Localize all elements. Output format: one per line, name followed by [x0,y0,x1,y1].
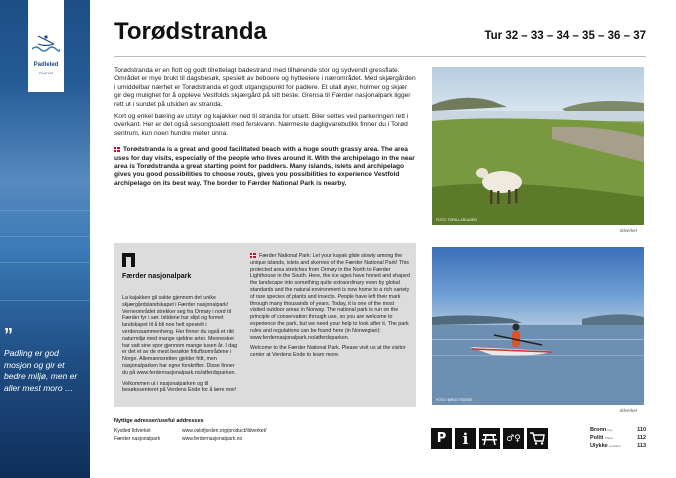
national-park-box [114,243,416,407]
ref-row [590,435,646,443]
beach-sheep-photo [432,67,644,225]
kayaker-photo [432,247,644,405]
ref-label: Ulykke [590,442,608,449]
ref-page: 113 [637,442,646,449]
norwegian-paragraph-1: La kajakken gli sakte gjennom det unike skjærgårdslandskapet i Færder nasjonalpark! Verneområdet strekker seg fra Ormøy i nord til Færder fyr i sør. Istidene har slipt og formet landskapet til å bli noe helt spesielt i verdenssammenheng. Her finner du også et rikt naturmiljø med mange sjeldne arter. Mennesker har satt sine spor gjennom mange tusen år. I dag er det et av de mest besøkte friluftsområdene i Norge. Allemannsretten gjelder fritt, men nasjonalparken har egne forskrifter. Disse finner du på www.ferdernasjonalpark.no/atferdsparken. [122,295,238,376]
address-name: Kystled Ildverket [114,428,151,434]
ref-note: Police [604,435,613,440]
sea-streak [0,300,90,301]
beach-scene-illustration [432,67,644,225]
norwegian-paragraph-2: Velkommen ut i nasjonalparken og til besøkssenteret på Verdens Ende for å lære mer! [122,380,237,394]
facility-icons [431,428,548,449]
address-url[interactable]: www.oslofjorden.org/product/ildverket/ [182,428,267,434]
sea-streak [0,210,90,211]
sidebar-quote: Padling er god mosjon og gir et bedre miljø, men er aller mest moro … [4,348,78,393]
ref-row [590,443,646,451]
emergency-refs [590,427,646,450]
logo-name: Padleled [33,62,59,68]
tour-numbers: Tur 32 – 33 – 34 – 35 – 36 – 37 [484,30,646,42]
ref-label: Politi [590,434,604,441]
picnic-table-glyph [482,432,497,445]
logo-sub: Vestfold [38,71,54,75]
picnic-table-icon [479,428,500,449]
ref-page: 110 [637,427,646,433]
shop-icon [527,428,548,449]
uk-flag-icon [250,253,256,258]
sea-streak [0,262,90,263]
photo-caption: Ildverket [620,408,638,413]
parking-icon: P [431,428,452,449]
english-paragraph-1 [250,253,410,341]
sea-haze [0,80,90,250]
quote-mark: ” [4,325,13,345]
address-name: Færder nasjonalpark [114,436,161,442]
national-park-title: Færder nasjonalpark [122,273,192,280]
national-park-english [250,253,410,363]
photo-credit: FOTO: BIRGIT ROSSE [436,398,473,402]
header-rule [114,56,646,57]
address-url[interactable]: www.ferdernasjonalpark.no [182,436,243,442]
english-description [114,146,416,188]
ref-label: Bronn [590,427,607,433]
ref-note: Fey [607,428,613,432]
national-park-logo-icon [122,253,135,267]
national-park-norwegian [122,295,240,398]
shopping-cart-glyph [530,432,545,445]
wave-icon [32,44,60,54]
ref-note: Accident [609,443,621,448]
padleled-logo [28,0,64,92]
address-row [114,436,243,442]
uk-flag-icon [114,147,120,152]
sea-streak [0,236,90,237]
addresses-title: Nyttige adresser/useful addresses [114,418,204,424]
sidebar-sea-photo [0,0,90,478]
ref-row [590,427,646,435]
english-description-text: Torødstranda is a great and good facilitated beach with a huge south grassy area. The area uses for day visits, especially of the people who lives around it. With the archipelago in the near area is Torødstranda a great starting point for paddlers. Many islands, islets and archipelago gives you good possibilities to choose routs, gives you possibilities to experience Vestfold archipelago on its best way. The border to Færder National Park is nearby. [114,146,415,187]
kayak-scene-illustration [432,247,644,405]
info-icon: i [455,428,476,449]
photo-credit: FOTO: TORILL ASLAGEN [436,218,477,222]
description-paragraph-1: Torødstranda er en flott og godt tilrettelagt badestrand med tilhørende stor og sydvendt gressflate. Området er mye brukt til dagsbesøk, spesielt av beboere og hytteeiere i nærområdet. Med skjærgården i umiddelbar nærhet er Torødstranda et godt utgangspunkt for padlere. Et utall øyer, holmer og skjær gir deg mulighet for å oppleve Vestfolds skjærgård på sitt beste. Grensa til Færder nasjonalpark ligger rett ut i sundet på utsiden av stranda. [114,67,416,108]
description-paragraph-2: Kort og enkel bæring av utstyr og kajakker ned til stranda for utsett. Biler settes ved parkeringen rett i overkant. Her er det også sesongtoalett med ferskvann. Nærmeste dagligvarebutikk finner du i Torød sentrum, kun noen hundre meter unna. [114,113,409,137]
photo-caption: Ildverket [620,228,638,233]
address-row [114,428,267,434]
ref-page: 112 [637,434,646,441]
english-paragraph-2: Welcome to the Færder National Park. Please visit us at the visitor center at Verdens Ende to learn more. [250,345,406,359]
main-description [114,67,416,192]
english-paragraph-1-text: Færder National Park: Let your kayak glide slowly among the unique islands, islets and skerries of the Færder National Park! This protected area stretches from Ormøy in the North to Færder Lighthouse in the South. Here, the ice ages have honed and shaped the landscape into something quite extraordinary even by global standards and the natural environment is now home to a rich variety of rare species of plants and insects. People have left their mark through many thousands of years. Today, it is one of the most visited outdoor areas in Norway. The national park is run on the principle of conservation through use, so you are welcome to experience the park, but we need your help to look after it. The park rules and regulations can be found here (in Norwegian): www.ferdernasjonalpark.no/atferdsparken. [250,253,410,341]
toilet-icon: ♂♀ [503,428,524,449]
page-title: Torødstranda [114,18,267,45]
